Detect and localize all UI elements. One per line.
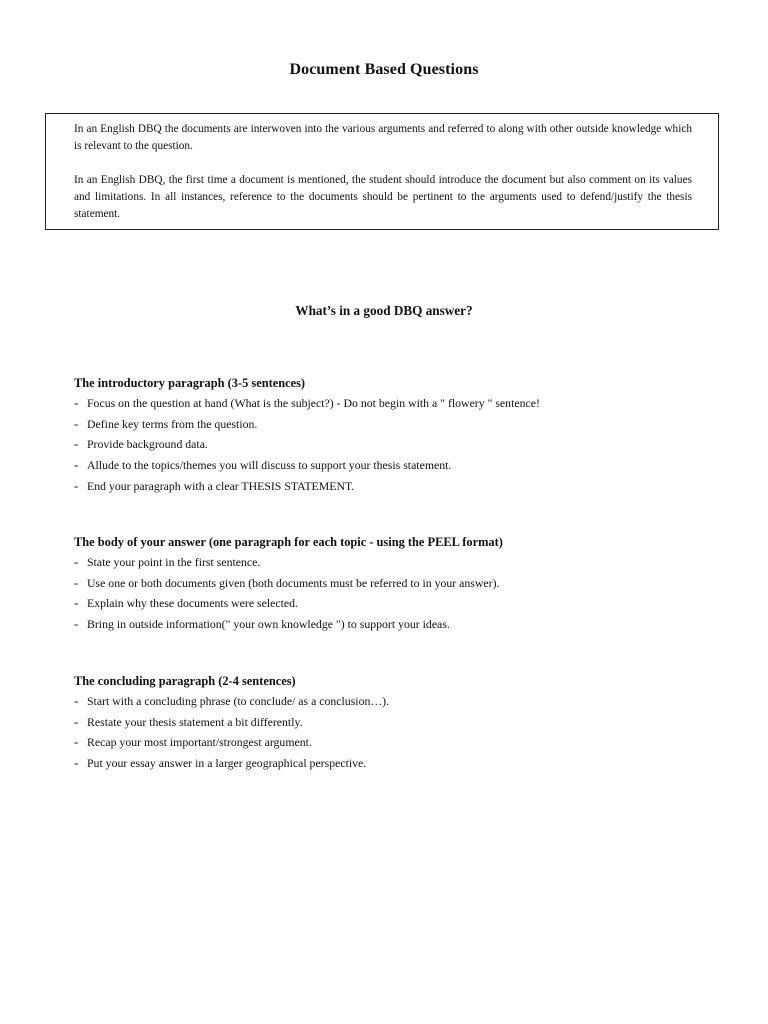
list-item-text: Allude to the topics/themes you will discuss to support your thesis statement. <box>87 458 452 473</box>
list-item-text: Bring in outside information(" your own knowledge ") to support your ideas. <box>87 617 450 632</box>
list-item <box>74 553 714 574</box>
list-item <box>74 713 714 734</box>
dash-bullet: - <box>74 755 79 771</box>
list-item-text: Focus on the question at hand (What is the subject?) - Do not begin with a " flowery " sentence! <box>87 396 540 410</box>
dash-bullet: - <box>74 574 79 590</box>
list-item <box>74 415 714 436</box>
bullet-list <box>74 394 714 497</box>
list-item-text: End your paragraph with a clear THESIS STATEMENT. <box>87 478 355 493</box>
intro-box <box>45 113 719 230</box>
list-item <box>74 394 714 415</box>
list-item <box>74 477 714 498</box>
section-concluding-paragraph <box>74 672 714 775</box>
dash-bullet: - <box>74 415 79 431</box>
list-item-text: Use one or both documents given (both documents must be referred to in your answer). <box>87 575 500 590</box>
list-item-text: State your point in the first sentence. <box>87 555 261 569</box>
list-item-text: Define key terms from the question. <box>87 416 258 431</box>
dash-bullet: - <box>74 713 79 729</box>
dash-bullet: - <box>74 395 79 410</box>
section-title: The concluding paragraph (2-4 sentences) <box>74 674 296 688</box>
intro-paragraph: In an English DBQ, the first time a document is mentioned, the student should introduce the document but also comment on its values and limitations. In all instances, reference to the documents should be pertinent to the arguments used to defend/justify the thesis statement. <box>74 174 692 220</box>
list-item-text: Put your essay answer in a larger geographical perspective. <box>87 756 367 771</box>
list-item-text: Explain why these documents were selected. <box>87 596 298 611</box>
dash-bullet: - <box>74 457 79 473</box>
dash-bullet: - <box>74 436 79 452</box>
list-item <box>74 574 714 595</box>
dash-bullet: - <box>74 595 79 611</box>
list-item-text: Start with a concluding phrase (to conclude/ as a conclusion…). <box>87 694 390 708</box>
section-title: The body of your answer (one paragraph for each topic - using the PEEL format) <box>74 535 503 549</box>
list-item <box>74 754 714 775</box>
dash-bullet: - <box>74 734 79 750</box>
intro-paragraph: In an English DBQ the documents are interwoven into the various arguments and referred to along with other outside knowledge which is relevant to the question. <box>74 123 692 152</box>
section-title: The introductory paragraph (3-5 sentences) <box>74 376 306 390</box>
bullet-list <box>74 692 714 775</box>
list-item <box>74 594 714 615</box>
section-body-of-answer <box>74 533 714 636</box>
dash-bullet: - <box>74 554 79 569</box>
list-item <box>74 692 714 713</box>
list-item-text: Recap your most important/strongest argument. <box>87 735 312 750</box>
dash-bullet: - <box>74 616 79 632</box>
section-introductory-paragraph <box>74 374 714 497</box>
section-heading: What’s in a good DBQ answer? <box>295 303 473 318</box>
list-item <box>74 615 714 636</box>
dash-bullet: - <box>74 693 79 708</box>
bullet-list <box>74 553 714 636</box>
list-item <box>74 435 714 456</box>
list-item-text: Restate your thesis statement a bit differently. <box>87 714 303 729</box>
dash-bullet: - <box>74 477 79 493</box>
list-item <box>74 733 714 754</box>
page-title: Document Based Questions <box>289 61 479 78</box>
list-item <box>74 456 714 477</box>
list-item-text: Provide background data. <box>87 437 208 452</box>
